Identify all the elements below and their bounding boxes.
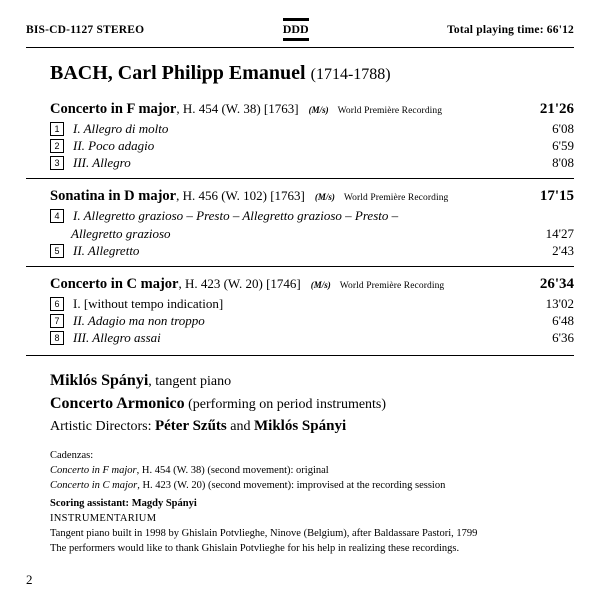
page-header (26, 18, 574, 47)
track-row (50, 120, 574, 137)
work-title: Sonatina in D major, H. 456 (W. 102) [1763] (50, 188, 305, 205)
instrumentarium-text: Tangent piano built in 1998 by Ghislain Potvlieghe, Ninove (Belgium), after Baldassare Pastori, 1799 (50, 527, 478, 539)
track-title-continued: Allegretto grazioso (71, 225, 171, 241)
composer-dates: (1714-1788) (310, 66, 391, 83)
track-title: I. Allegro di molto (73, 121, 169, 136)
scoring-assistant-line (50, 497, 574, 512)
artistic-directors-conjunction: and (226, 418, 254, 434)
performers-divider (26, 355, 574, 356)
track-number: 8 (50, 331, 64, 345)
scoring-assistant-label: Scoring assistant: (50, 497, 132, 509)
track-number: 5 (50, 244, 64, 258)
track-number: 6 (50, 297, 64, 311)
work-divider (26, 266, 574, 267)
soloist-line (50, 370, 574, 393)
work-entry (26, 188, 574, 258)
work-heading (50, 188, 574, 205)
cadenza-2-work: Concerto in C major (50, 479, 138, 491)
performers-block (50, 370, 574, 437)
track-row (50, 154, 574, 171)
track-row-continuation (71, 225, 574, 242)
artistic-director-2: Miklós Spányi (254, 417, 347, 434)
work-manuscript-mark: (M/s) (308, 105, 329, 115)
work-catalogue: , H. 456 (W. 102) [1763] (176, 188, 305, 204)
track-title: I. [without tempo indication] (73, 295, 224, 311)
work-catalogue: , H. 454 (W. 38) [1763] (176, 101, 299, 116)
work-manuscript-mark: (M/s) (310, 279, 331, 290)
work-entry (26, 101, 574, 171)
track-duration: 6'36 (552, 330, 574, 346)
track-duration: 6'48 (552, 313, 574, 329)
work-heading (50, 101, 574, 118)
track-row (50, 329, 574, 346)
header-divider (26, 47, 574, 48)
composer-heading (50, 62, 574, 85)
track-row (50, 295, 574, 312)
cadenzas-label: Cadenzas: (50, 450, 94, 462)
artistic-directors-label: Artistic Directors: (50, 418, 155, 434)
thanks-text: The performers would like to thank Ghislain Potvlieghe for his help in realizing these recordings. (50, 542, 460, 554)
cadenza-1-detail: , H. 454 (W. 38) (second movement): original (136, 465, 329, 477)
cadenza-1-work: Concerto in F major (50, 465, 137, 477)
ensemble-note: (performing on period instruments) (184, 397, 387, 413)
track-duration: 6'59 (552, 138, 574, 154)
work-duration: 26'34 (539, 275, 574, 292)
work-heading (50, 276, 574, 293)
cadenza-line-2 (50, 479, 574, 494)
track-row (50, 207, 574, 224)
cadenza-line-1 (50, 464, 574, 479)
track-title: III. Allegro (73, 155, 131, 171)
artistic-director-1: Péter Szűts (154, 417, 227, 434)
notes-block (50, 449, 574, 556)
work-duration: 21'26 (539, 101, 574, 117)
track-row (50, 312, 574, 329)
track-row (50, 137, 574, 154)
work-title: Concerto in F major, H. 454 (W. 38) [1763] (50, 101, 299, 117)
track-title: II. Allegretto (73, 242, 140, 258)
work-divider (26, 178, 574, 179)
work-manuscript-mark: (M/s) (314, 192, 335, 203)
track-duration: 14'27 (545, 225, 574, 241)
track-duration: 8'08 (552, 155, 574, 171)
composer-surname: BACH, (50, 62, 113, 84)
track-title: II. Adagio ma non troppo (73, 313, 205, 329)
page-number: 2 (26, 572, 33, 587)
track-number: 2 (50, 139, 64, 153)
soloist-instrument: , tangent piano (148, 374, 232, 390)
track-duration: 2'43 (552, 242, 574, 258)
track-number: 1 (50, 122, 64, 136)
ensemble-name: Concerto Armonico (50, 395, 185, 413)
ensemble-line (50, 393, 574, 416)
work-catalogue: , H. 423 (W. 20) [1746] (178, 275, 301, 291)
instrumentarium-label: INSTRUMENTARIUM (50, 512, 157, 524)
ddd-text: DDD (282, 22, 309, 36)
track-number: 7 (50, 314, 64, 328)
soloist-name: Miklós Spányi (50, 372, 149, 390)
track-title: I. Allegretto grazioso – Presto – Allegretto grazioso – Presto – (73, 208, 399, 224)
track-title: II. Poco adagio (73, 138, 155, 154)
work-premiere-note: World Première Recording (339, 280, 445, 291)
artistic-directors-line (50, 416, 574, 437)
cadenza-2-detail: , H. 423 (W. 20) (second movement): improvised at the recording session (137, 479, 446, 491)
work-title: Concerto in C major, H. 423 (W. 20) [1746] (50, 275, 301, 292)
track-row (50, 242, 574, 259)
total-playing-time: Total playing time: 66'12 (447, 23, 574, 36)
scoring-assistant-name: Magdy Spányi (131, 497, 197, 509)
composer-given-names: Carl Philipp Emanuel (117, 62, 306, 84)
work-duration: 17'15 (539, 188, 574, 205)
track-number: 3 (50, 156, 64, 170)
ddd-logo (281, 18, 311, 41)
work-entry (26, 276, 574, 346)
track-number: 4 (50, 209, 64, 223)
track-duration: 6'08 (552, 121, 574, 136)
track-title: III. Allegro assai (73, 330, 161, 346)
work-premiere-note: World Première Recording (337, 106, 443, 116)
track-duration: 13'02 (545, 295, 574, 311)
work-premiere-note: World Première Recording (343, 193, 449, 204)
catalogue-number: BIS-CD-1127 STEREO (26, 23, 145, 36)
